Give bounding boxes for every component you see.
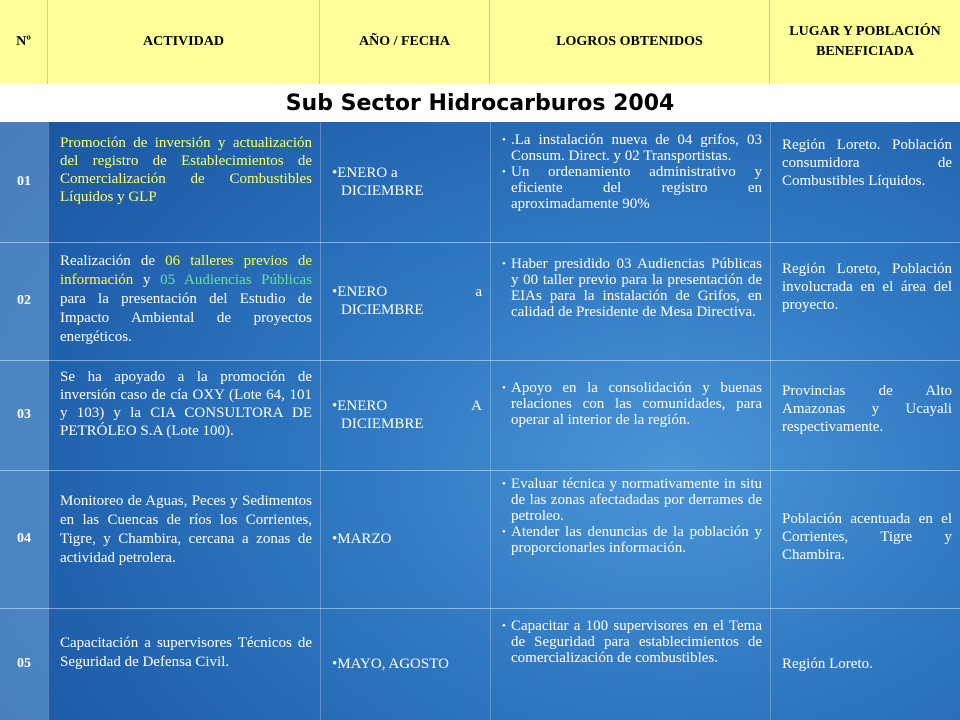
bullet-icon: • — [502, 166, 506, 178]
achievement-text: Capacitar a 100 supervisores en el Tema de Seguridad para establecimientos de comercialización de combustibles. — [511, 618, 762, 666]
achievement-text: Un ordenamiento administrativo y eficiente del registro en aproximadamente 90% — [511, 164, 762, 212]
location-text: Región Loreto. — [782, 656, 873, 672]
header-lugar: LUGAR Y POBLACIÓN BENEFICIADA — [789, 23, 941, 59]
table-row — [0, 470, 960, 608]
date-start: ENERO — [337, 284, 388, 300]
bullet-icon: • — [332, 656, 338, 672]
achievement-item — [502, 476, 762, 524]
date-cell — [320, 608, 490, 720]
bullet-icon: • — [332, 284, 338, 300]
header-logros: LOGROS OBTENIDOS — [490, 0, 770, 84]
row-divider — [0, 470, 960, 471]
activity-text: Monitoreo de Aguas, Peces y Sedimentos en las Cuencas de ríos los Corrientes, Tigre, y Chambira, cercana a zonas de actividad petrolera. — [60, 493, 312, 566]
date-start: MAYO, AGOSTO — [337, 656, 449, 672]
date-end: DICIEMBRE — [341, 183, 424, 199]
location-text: Provincias de Alto Amazonas y Ucayali respectivamente. — [782, 383, 952, 435]
achievement-item — [502, 618, 762, 666]
row-number: 05 — [0, 608, 48, 720]
location-text: Región Loreto. Población consumidora de Combustibles Líquidos. — [782, 137, 952, 189]
bullet-icon: • — [502, 382, 506, 394]
table-row — [0, 242, 960, 360]
date-text — [332, 283, 482, 301]
row-number: 01 — [0, 122, 48, 242]
date-end: DICIEMBRE — [341, 302, 424, 318]
bullet-icon: • — [502, 620, 506, 632]
row-divider — [0, 242, 960, 243]
table-header — [0, 0, 960, 84]
achievement-text: Evaluar técnica y normativamente in situ de las zonas afectadadas por derrames de petroleo. — [511, 476, 762, 524]
date-start: MARZO — [337, 531, 392, 547]
date-connector: a — [475, 284, 482, 300]
bullet-icon: • — [332, 165, 338, 181]
column-divider — [770, 122, 771, 720]
achievements-cell — [490, 360, 770, 470]
achievements-cell — [490, 122, 770, 242]
date-start: ENERO — [337, 398, 388, 414]
date-connector: A — [471, 398, 482, 414]
activity-text: Se ha apoyado a la promoción de inversión caso de cía OXY (Lote 64, 101 y 103) y la CIA CONSULTORA DE PETRÓLEO S.A (Lote 100). — [60, 369, 312, 439]
header-fecha: AÑO / FECHA — [320, 0, 490, 84]
table-row — [0, 360, 960, 470]
bullet-icon: • — [502, 258, 506, 270]
bullet-icon: • — [332, 531, 338, 547]
row-divider — [0, 608, 960, 609]
achievement-item — [502, 524, 762, 556]
achievements-cell — [490, 608, 770, 720]
header-num: Nº — [0, 0, 48, 84]
column-divider — [48, 122, 49, 720]
achievement-text: .La instalación nueva de 04 grifos, 03 Consum. Direct. y 02 Transportistas. — [511, 132, 762, 164]
column-divider — [320, 122, 321, 720]
table-row — [0, 122, 960, 242]
activity-highlight-green: 05 Audiencias Públicas — [160, 272, 313, 288]
location-text: Región Loreto, Población involucrada en el área del proyecto. — [782, 261, 952, 313]
activity-text-part: y — [133, 272, 161, 288]
row-number: 03 — [0, 360, 48, 470]
achievement-text: Apoyo en la consolidación y buenas relaciones con las comunidades, para operar al interior de la región. — [511, 380, 762, 428]
date-text — [332, 655, 482, 673]
achievement-item — [502, 256, 762, 320]
bullet-icon: • — [502, 134, 506, 146]
activity-text-part: Realización de — [60, 253, 166, 269]
achievement-item — [502, 164, 762, 212]
date-text — [332, 530, 482, 548]
date-cell — [320, 122, 490, 242]
section-title: Sub Sector Hidrocarburos 2004 — [0, 84, 960, 122]
achievement-text: Haber presidido 03 Audiencias Públicas y 00 taller previo para la presentación de EIAs para la instalación de Grifos, en calidad de Presidente de Mesa Directiva. — [511, 256, 762, 320]
activity-text: Capacitación a supervisores Técnicos de Seguridad de Defensa Civil. — [60, 635, 312, 670]
table-row — [0, 608, 960, 720]
date-cell — [320, 360, 490, 470]
date-text — [332, 397, 482, 415]
bullet-icon: • — [332, 398, 338, 414]
row-divider — [0, 360, 960, 361]
achievements-cell — [490, 242, 770, 360]
activity-highlight: 06 talleres previos de información — [60, 253, 312, 288]
date-cell — [320, 242, 490, 360]
date-text — [332, 164, 482, 182]
date-cell — [320, 470, 490, 608]
achievement-item — [502, 380, 762, 428]
location-cell — [770, 608, 960, 720]
date-end: DICIEMBRE — [341, 416, 424, 432]
bullet-icon: • — [502, 478, 506, 490]
activity-text — [48, 242, 320, 360]
row-number: 04 — [0, 470, 48, 608]
achievements-cell — [490, 470, 770, 608]
date-start: ENERO a — [337, 165, 398, 181]
achievement-item — [502, 132, 762, 164]
header-actividad: ACTIVIDAD — [48, 0, 320, 84]
row-number: 02 — [0, 242, 48, 360]
location-text: Población acentuada en el Corrientes, Tigre y Chambira. — [782, 511, 952, 563]
activity-text-part: para la presentación del Estudio de Impacto Ambiental de proyectos energéticos. — [60, 291, 312, 345]
achievement-text: Atender las denuncias de la población y proporcionarles información. — [511, 524, 762, 556]
activity-text: Promoción de inversión y actualización del registro de Establecimientos de Comercialización de Combustibles Líquidos y GLP — [60, 135, 312, 205]
bullet-icon: • — [502, 526, 506, 538]
column-divider — [490, 122, 491, 720]
